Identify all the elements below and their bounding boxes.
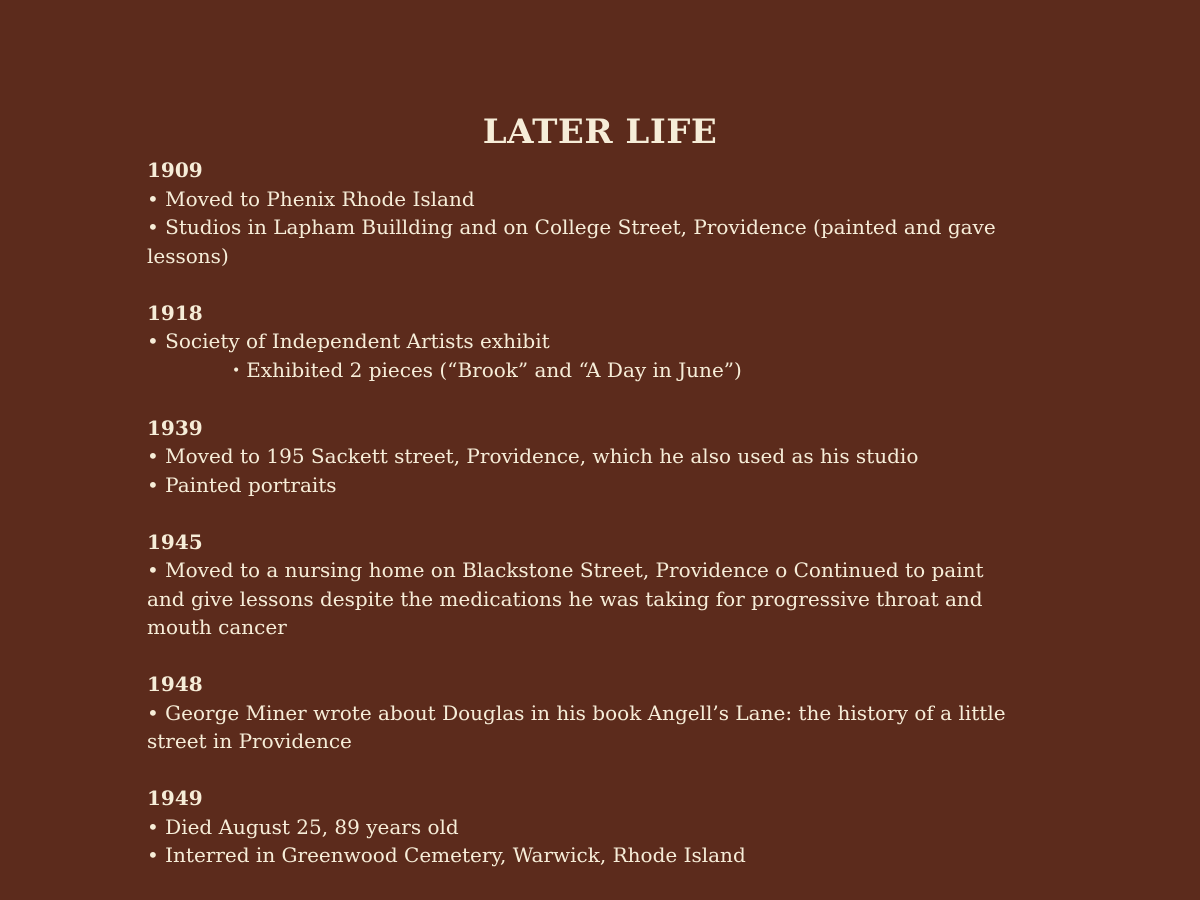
timeline-section-1949 xyxy=(147,784,1017,870)
timeline-section-1939 xyxy=(147,414,1017,500)
timeline-section-1945 xyxy=(147,528,1017,642)
year-heading: 1949 xyxy=(147,786,203,810)
bullet-dot-icon: • xyxy=(232,362,241,379)
year-heading: 1948 xyxy=(147,672,203,696)
timeline-content xyxy=(147,156,1017,898)
timeline-section-1909 xyxy=(147,156,1017,270)
year-heading: 1918 xyxy=(147,300,203,325)
bullet-item: • Society of Independent Artists exhibit xyxy=(147,329,550,353)
year-heading: 1945 xyxy=(147,529,203,554)
sub-bullet-text: Exhibited 2 pieces (“Brook” and “A Day in June”) xyxy=(246,357,742,382)
bullet-item: • Died August 25, 89 years old xyxy=(147,814,459,839)
bullet-item: • Moved to 195 Sackett street, Providence, which he also used as his studio xyxy=(147,444,919,468)
bullet-item: • Moved to a nursing home on Blackstone Street, Providence o Continued to paint and give lessons despite the medications he was taking for progressive throat and mouth cancer xyxy=(147,558,984,639)
bullet-item: • Moved to Phenix Rhode Island xyxy=(147,186,475,211)
timeline-section-1948 xyxy=(147,670,1017,756)
bullet-item: • Studios in Lapham Buillding and on College Street, Providence (painted and gave lessons) xyxy=(147,215,996,268)
timeline-section-1918 xyxy=(147,299,1017,386)
sub-bullet-item xyxy=(147,356,1017,386)
bullet-item: • Painted portraits xyxy=(147,472,337,497)
slide-title: LATER LIFE xyxy=(482,112,718,152)
bullet-item: • Interred in Greenwood Cemetery, Warwick, Rhode Island xyxy=(147,843,746,867)
bullet-item: • George Miner wrote about Douglas in his book Angell’s Lane: the history of a little street in Providence xyxy=(147,700,1006,753)
year-heading: 1909 xyxy=(147,158,203,182)
year-heading: 1939 xyxy=(147,415,203,440)
